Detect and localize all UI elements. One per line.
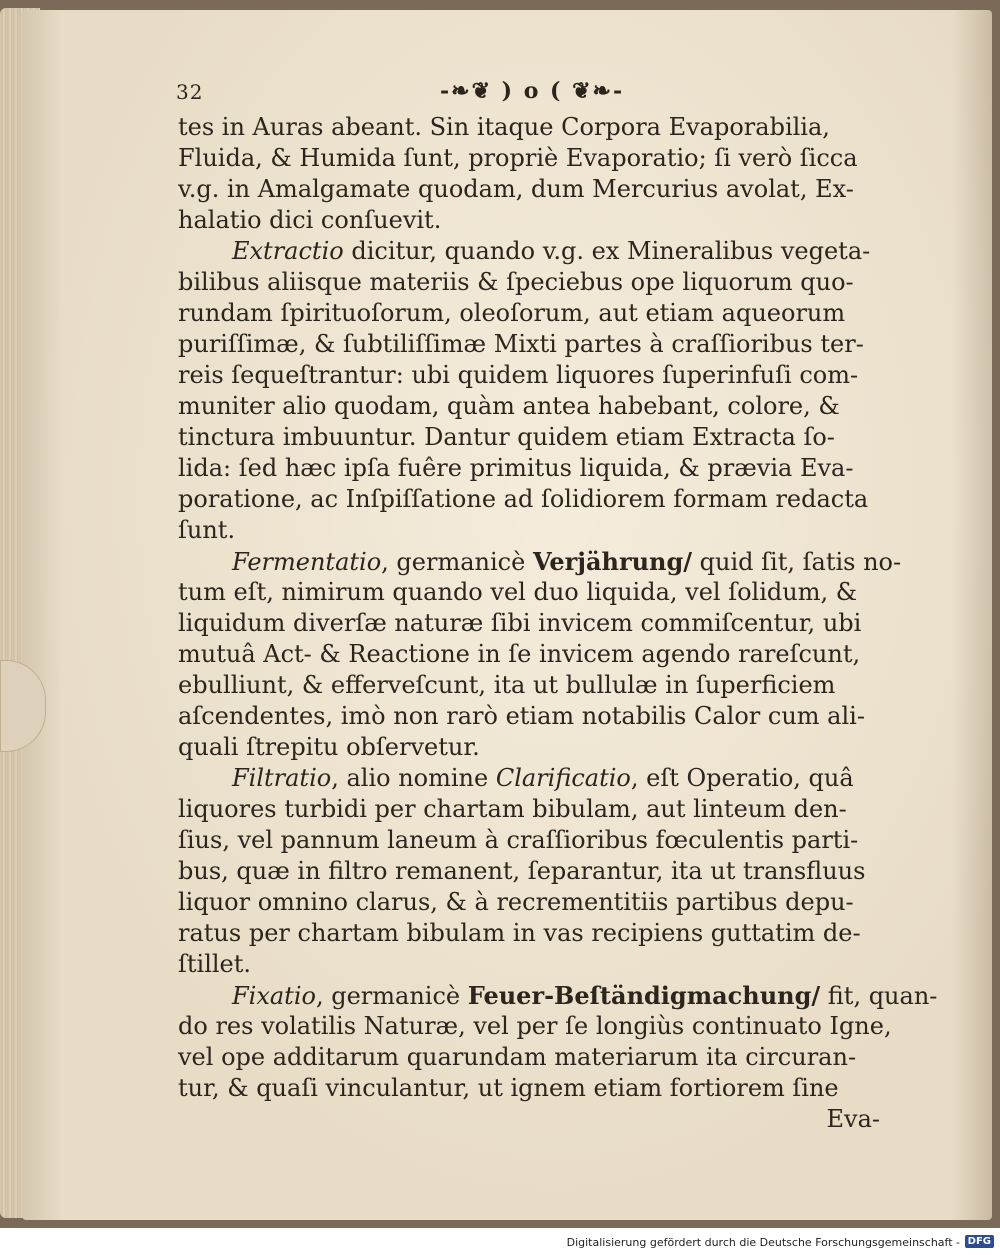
text-line xyxy=(178,422,880,453)
text-line xyxy=(178,112,880,143)
line-text: tes in Auras abeant. Sin itaque Corpora Evaporabilia, xyxy=(178,113,830,141)
text-line xyxy=(178,949,880,980)
german-term: Verjährung/ xyxy=(532,547,693,576)
text-line xyxy=(178,484,880,515)
text-line xyxy=(178,856,880,887)
text-line xyxy=(178,918,880,949)
term-italic: Fixatio xyxy=(232,982,316,1010)
digitization-credit: Digitalisierung gefördert durch die Deutsche Forschungsgemeinschaft - xyxy=(566,1236,960,1249)
line-text: liquores turbidi per chartam bibulam, aut linteum den- xyxy=(178,795,847,823)
line-text: bilibus aliisque materiis & ſpeciebus ope liquorum quo- xyxy=(178,268,854,296)
line-text: quid ſit, ſatis no- xyxy=(692,548,902,576)
text-line xyxy=(178,794,880,825)
text-line xyxy=(178,887,880,918)
text-line xyxy=(178,391,880,422)
text-line xyxy=(178,298,880,329)
line-text: , eſt Operatio, quâ xyxy=(630,764,854,792)
german-term: Feuer-Beſtändigmachung/ xyxy=(467,981,821,1010)
line-text: vel ope additarum quarundam materiarum ita circuran- xyxy=(178,1043,857,1071)
text-line xyxy=(178,670,880,701)
text-line xyxy=(178,515,880,546)
term-italic: Extractio xyxy=(232,237,344,265)
line-text: quali ſtrepitu obſervetur. xyxy=(178,733,480,761)
line-text: , germanicè xyxy=(315,982,468,1010)
text-line xyxy=(178,236,880,267)
header-ornament: -❧❦ ) o ( ❦❧- xyxy=(440,78,625,104)
text-line xyxy=(178,732,880,763)
line-text: v.g. in Amalgamate quodam, dum Mercurius avolat, Ex- xyxy=(178,175,854,203)
line-text: rundam ſpirituoſorum, oleoſorum, aut etiam aqueorum xyxy=(178,299,846,327)
line-text: muniter alio quodam, quàm antea habebant, colore, & xyxy=(178,392,840,420)
text-line xyxy=(178,453,880,484)
line-text: , alio nomine xyxy=(331,764,496,792)
line-text: liquidum diverſæ naturæ ſibi invicem commiſcentur, ubi xyxy=(178,609,862,637)
text-line xyxy=(178,329,880,360)
line-text: mutuâ Act- & Reactione in ſe invicem agendo rareſcunt, xyxy=(178,640,861,668)
page-header xyxy=(176,74,896,110)
line-text: , germanicè xyxy=(381,548,533,576)
line-text: aſcendentes, imò non rarò etiam notabilis Calor cum ali- xyxy=(178,702,865,730)
term-italic: Clarificatio xyxy=(495,764,631,792)
footer-bar xyxy=(0,1228,1000,1255)
text-line xyxy=(178,267,880,298)
body-text xyxy=(178,112,938,1135)
line-text: ſunt. xyxy=(178,516,236,544)
text-line xyxy=(178,1042,880,1073)
line-text: fit, quan- xyxy=(820,982,938,1010)
line-text: bus, quæ in filtro remanent, ſeparantur, ita ut transfluus xyxy=(178,857,866,885)
text-line xyxy=(178,205,880,236)
line-text: ſius, vel pannum laneum à craſſioribus fœculentis parti- xyxy=(178,826,859,854)
line-text: tum eſt, nimirum quando vel duo liquida, vel ſolidum, & xyxy=(178,578,858,606)
page-number: 32 xyxy=(176,80,204,104)
text-line xyxy=(178,763,880,794)
line-text: halatio dici conſuevit. xyxy=(178,206,442,234)
text-line xyxy=(178,825,880,856)
text-line xyxy=(178,1073,880,1104)
text-line xyxy=(178,980,938,1011)
text-line xyxy=(178,143,880,174)
line-text: reis ſequeſtrantur: ubi quidem liquores ſuperinfuſi com- xyxy=(178,361,859,389)
text-line xyxy=(178,1011,892,1042)
term-italic: Fermentatio xyxy=(232,548,382,576)
line-text: Fluida, & Humida ſunt, propriè Evaporatio; ſi verò ſicca xyxy=(178,144,858,172)
line-text: puriſſimæ, & ſubtiliſſimæ Mixti partes à craſſioribus ter- xyxy=(178,330,864,358)
line-text: lida: ſed hæc ipſa fuêre primitus liquida, & prævia Eva- xyxy=(178,454,854,482)
text-line xyxy=(178,639,880,670)
catchword: Eva- xyxy=(826,1105,880,1133)
dfg-logo: DFG xyxy=(965,1235,994,1248)
line-text: poratione, ac Inſpiſſatione ad ſolidiorem formam redacta xyxy=(178,485,869,513)
line-text: ſtillet. xyxy=(178,950,252,978)
term-italic: Filtratio xyxy=(232,764,332,792)
text-line xyxy=(178,360,880,391)
text-line xyxy=(178,174,880,205)
line-text: dicitur, quando v.g. ex Mineralibus vegeta- xyxy=(343,237,871,265)
text-line xyxy=(178,701,880,732)
text-line xyxy=(178,546,902,577)
line-text: ebulliunt, & efferveſcunt, ita ut bullulæ in ſuperficiem xyxy=(178,671,836,699)
text-line xyxy=(178,577,880,608)
line-text: tinctura imbuuntur. Dantur quidem etiam Extracta ſo- xyxy=(178,423,835,451)
text-line xyxy=(178,608,880,639)
line-text: do res volatilis Naturæ, vel per ſe longiùs continuato Igne, xyxy=(178,1012,892,1040)
line-text: ratus per chartam bibulam in vas recipiens guttatim de- xyxy=(178,919,861,947)
line-text: tur, & quaſi vinculantur, ut ignem etiam fortiorem ſine xyxy=(178,1074,839,1102)
line-text: liquor omnino clarus, & à recrementitiis partibus depu- xyxy=(178,888,854,916)
